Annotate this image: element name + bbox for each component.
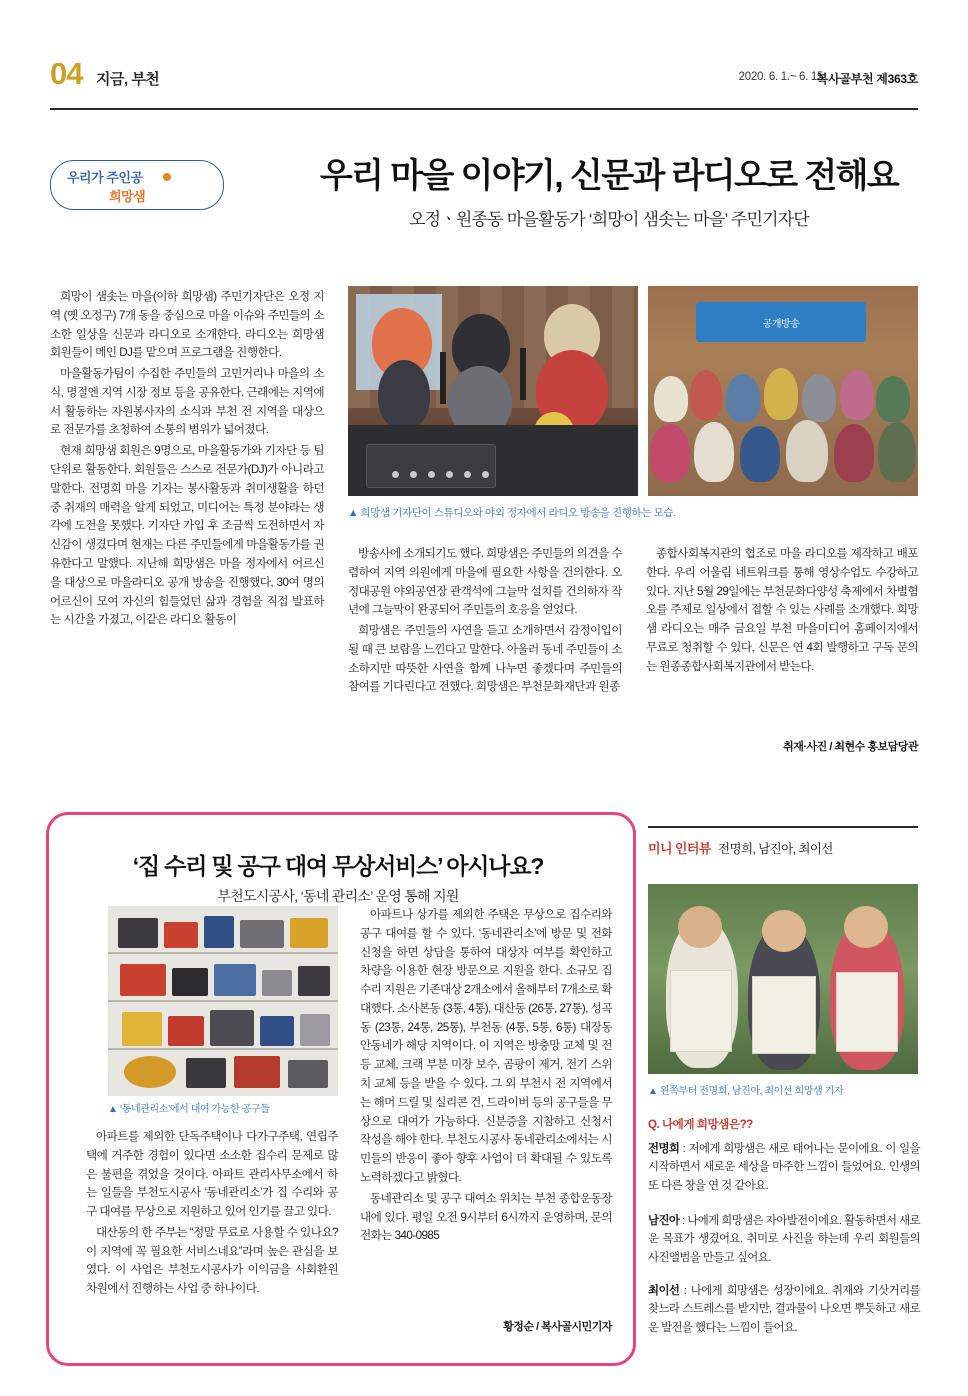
mini-interview-answer bbox=[648, 1212, 920, 1267]
paragraph: 동네관리소 및 공구 대여소 위치는 부천 종합운동장 내에 있다. 평일 오전 9시부터 6시까지 운영하며, 문의 전화는 340-0985 bbox=[360, 1191, 612, 1243]
photo-outdoor-broadcast bbox=[648, 286, 918, 496]
section-title: 지금, 부천 bbox=[96, 71, 160, 88]
boxed-article-byline: 황정순 / 복사골시민기자 bbox=[503, 1321, 612, 1333]
photo-mini-interview bbox=[648, 884, 918, 1074]
paragraph: 현재 희망샘 회원은 9명으로, 마을활동가와 기자단 등 팀 단위로 활동한다. 회원들은 스스로 전문가(DJ)가 아니라고 말한다. 전명희 마을 기자는 봉사활동과 취미생활을 하던 중 취재의 매력을 알게 되었고, 미디어는 특정 분야라는 생각에 도전을 못했다. 기자단 가입 후 조금씩 도전하면서 자신감이 생겼다며 현재는 다른 주민들에게 마을활동가를 권유한다고 말했다. 지난해 희망샘은 마을 정자에서 어르신을 대상으로 마을라디오 공개 방송을 진행했다, 30여 명의 어르신이 모여 자신의 힘들었던 삶과 경험을 직접 발표하는 시간을 가졌고, 이같은 라디오 활동이 bbox=[50, 444, 324, 627]
boxed-column-right bbox=[360, 906, 612, 1248]
mini-interview-tag: 미니 인터뷰 bbox=[648, 841, 711, 856]
feature-badge bbox=[50, 160, 224, 210]
caption-mini-interview: ▲ 왼쪽부터 전명희, 남진아, 최이선 희망샘 기자 bbox=[648, 1086, 844, 1097]
paragraph: 희망이 샘솟는 마을(이하 희망샘) 주민기자단은 오정 지역 (옛 오정구) 7개 동을 중심으로 마을 이슈와 주민들의 소소한 일상을 신문과 라디오로 소개한다. 라디오는 희망샘 회원들이 메인 DJ를 맡으며 프로그램을 진행한다. bbox=[50, 290, 324, 360]
interviewee-name: 전명희 bbox=[648, 1143, 680, 1155]
caption-tool-shelf: ▲ ‘동네관리소’에서 대여 가능한 공구들 bbox=[108, 1104, 270, 1115]
interviewee-answer: : 나에게 희망샘은 자아발전이에요. 활동하면서 새로운 목표가 생겼어요. 취미로 사진을 하는데 우리 회원들의 사진앨범을 만들고 싶어요. bbox=[648, 1215, 920, 1264]
page-number: 04 bbox=[50, 56, 83, 91]
divider bbox=[648, 826, 918, 828]
bullet-dot-icon bbox=[163, 173, 171, 181]
banner-label: 공개방송 bbox=[762, 319, 800, 330]
paragraph: 종합사회복지관의 협조로 마을 라디오를 제작하고 배포한다. 우리 어울림 네트워크를 통해 영상수업도 수강하고 있다. 지난 5월 29일에는 부천문화다양성 축제에서 차별혐오를 주제로 일상에서 접할 수 있는 사례를 소개했다. 희망샘 라디오는 매주 금요일 부천 마을미디어 홈페이지에서 무료로 청취할 수 있다, 신문은 연 4회 발행하고 구독 문의는 원종종합사회복지관에서 받는다. bbox=[646, 547, 918, 673]
article-column-2 bbox=[348, 545, 622, 699]
paragraph: 희망샘은 주민들의 사연을 듣고 소개하면서 감정이입이 될 때 큰 보람을 느낀다고 말한다. 아울러 동네 주민들이 소소하지만 따뜻한 사연을 함께 나누면 좋겠다며 주민들의 참여를 기다린다고 전했다. 희망샘은 부천문화재단과 원종 bbox=[348, 624, 622, 694]
page-subtitle: 오정ㆍ원종동 마을활동가 ‘희망이 샘솟는 마을’ 주민기자단 bbox=[409, 210, 809, 229]
issue-number: 복사골부천 제363호 bbox=[816, 72, 918, 86]
article-column-1 bbox=[50, 288, 324, 632]
badge-label-primary: 우리가 주인공 bbox=[67, 170, 143, 185]
photo-tool-shelf bbox=[108, 906, 338, 1096]
page-title: 우리 마을 이야기, 신문과 라디오로 전해요 bbox=[319, 157, 899, 195]
badge-label-secondary: 희망샘 bbox=[109, 189, 146, 204]
interviewee-name: 최이선 bbox=[648, 1285, 680, 1297]
caption-top-photos: ▲ 희망샘 기자단이 스튜디오와 야외 정자에서 라디오 방송을 진행하는 모습. bbox=[348, 507, 676, 519]
interviewee-answer: : 나에게 희망샘은 성장이에요. 취재와 기삿거리를 찾느라 스트레스를 받지만, 결과물이 나오면 뿌듯하고 새로운 발전을 했다는 느낌이 들어요. bbox=[648, 1285, 920, 1334]
paragraph: 아파트나 상가를 제외한 주택은 무상으로 집수리와 공구 대여를 할 수 있다. ‘동네관리소’에 방문 및 전화 신청을 하면 상담을 통하여 대상자 여부를 확인하고 차량을 이용한 현장 방문으로 지원을 한다. 소규모 집수리 지원은 기존대상 2개소에서 올해부터 7개소로 확대했다. 소사본동 (3통, 4통), 대산동 (26통, 27통), 성곡동 (23통, 24통, 25통), 부천동 (4통, 5통, 6통) 대장동 안동네가 해당 지역이다. 이 지역은 방충망 교체 및 전등 교체, 크랙 부분 미장 보수, 곰팡이 제거, 전기 스위치 교체 등을 받을 수 있다. 그 외 부천시 전 지역에서는 해머 드릴 및 실리콘 건, 드라이버 등의 공구들을 무상으로 대여가 가능하다. 신분증을 지참하고 신청서 작성을 해야 한다. 부천도시공사 동네관리소에서는 시민들의 반응이 좋아 향후 사업이 더 확대될 수 있도록 노력하겠다고 밝혔다. bbox=[360, 908, 612, 1184]
banner-text bbox=[696, 302, 866, 342]
issue-date: 2020. 6. 1.~ 6. 15. bbox=[738, 71, 826, 83]
photo-radio-studio bbox=[348, 286, 638, 496]
article-column-3 bbox=[646, 545, 918, 678]
mini-interview-question: Q. 나에게 희망샘은?? bbox=[648, 1118, 753, 1131]
mini-interview-answer bbox=[648, 1140, 920, 1195]
boxed-article-title: ‘집 수리 및 공구 대여 무상서비스’ 아시나요? bbox=[132, 853, 544, 879]
mini-interview-answer bbox=[648, 1282, 920, 1337]
interviewee-name: 남진아 bbox=[648, 1215, 680, 1227]
boxed-column-left bbox=[86, 1128, 338, 1301]
masthead bbox=[50, 56, 918, 110]
interviewee-answer: : 저에게 희망샘은 새로 태어나는 문이에요. 이 일을 시작하면서 새로운 세상을 마주한 느낌이 들었어요. 인생의 또 다른 창을 연 것 같아요. bbox=[648, 1143, 920, 1192]
article-byline: 취재·사진 / 최현수 홍보담당관 bbox=[783, 741, 918, 753]
paragraph: 방송사에 소개되기도 했다. 희망샘은 주민들의 의견을 수렴하여 지역 의원에게 마을에 필요한 사항을 건의한다. 오정대공원 야외공연장 관객석에 그늘막 설치를 건의하자 작년에 그늘막이 완공되어 주민들의 호응을 얻었다. bbox=[348, 547, 622, 617]
boxed-article-subtitle: 부천도시공사, ‘동네 관리소’ 운영 통해 지원 bbox=[217, 888, 459, 904]
mini-interview-names: 전명희, 남진아, 최이선 bbox=[718, 842, 833, 856]
paragraph: 아파트를 제외한 단독주택이나 다가구주택, 연립주택에 거주한 경험이 있다면 소소한 집수리 문제로 많은 불편을 겪었을 것이다. 아파트 관리사무소에서 하는 일들을 부천도시공사 ‘동네관리소’가 집 수리와 공구 대여를 무상으로 지원하고 있어 인기를 끌고 있다. bbox=[86, 1130, 338, 1219]
paragraph: 대산동의 한 주부는 “정말 무료로 사용할 수 있나요? 이 지역에 꼭 필요한 서비스네요”라며 높은 관심을 보였다. 이 사업은 부천도시공사가 이익금을 사회환원 차원에서 진행하는 사업 중 하나이다. bbox=[86, 1225, 338, 1296]
paragraph: 마을활동가팀이 수집한 주민들의 고민거리나 마을의 소식, 명절엔 지역 시장 정보 등을 공유한다. 근래에는 지역에서 활동하는 자원봉사자의 소식과 부천 전 지역을 대상으로 전문가를 초청하여 소통의 범위가 넓어졌다. bbox=[50, 367, 324, 437]
